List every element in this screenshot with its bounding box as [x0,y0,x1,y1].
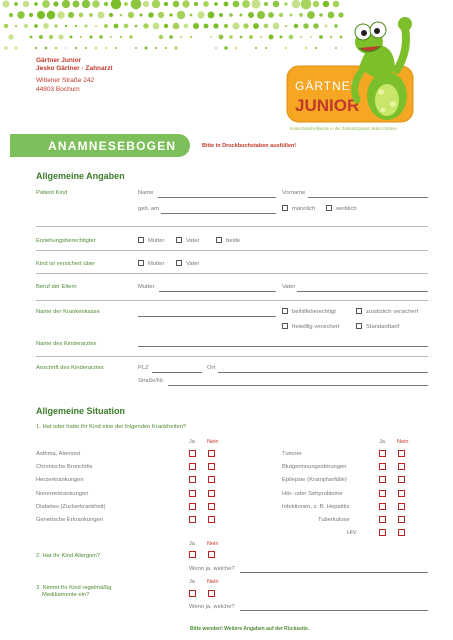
disease-label-left: Genetische Erkrankungen [36,517,104,523]
male-label: männlich [292,206,316,212]
disease-no-checkbox[interactable] [208,516,215,523]
title-banner [10,134,190,157]
disease-label-right: HIV [347,530,357,536]
decorative-dot [65,47,67,49]
footer-note: Bitte wenden! Weitere Angaben auf der Rückseite. [190,626,310,632]
decorative-dot [284,2,287,5]
job-mother-field[interactable] [159,291,276,292]
disease-no-checkbox[interactable] [208,450,215,457]
decorative-dot [82,0,90,8]
no-header-q2: Nein [207,541,219,547]
decorative-dot [115,47,117,49]
disease-yes-checkbox[interactable] [189,476,196,483]
decorative-dot [47,11,56,20]
separator [36,226,428,227]
separator [36,356,428,357]
decorative-dot [239,13,242,16]
decorative-dot [34,2,38,6]
decorative-dot [193,23,199,29]
medication-no-checkbox[interactable] [208,590,215,597]
decorative-dot [215,47,217,49]
decorative-dot [158,12,164,18]
decorative-dot [68,12,74,18]
decorative-dot [111,0,122,9]
decorative-dot [15,47,18,50]
decorative-dot [229,35,233,39]
job-mother-label: Mutter [138,284,155,290]
street-field[interactable] [168,385,428,386]
decorative-dot [42,0,50,8]
decorative-dot [4,46,7,49]
decorative-dot [58,34,63,39]
no-header-left: Nein [207,439,219,445]
decorative-dot [219,13,223,17]
decorative-dot [62,0,70,8]
decorative-dot [129,35,132,38]
decorative-dot [34,24,38,28]
decorative-dot [323,1,330,8]
question-2: 2. Hat Ihr Kind Allergien? [36,553,101,559]
yes-header-right: Ja [379,439,385,445]
disease-no-checkbox[interactable] [208,503,215,510]
decorative-dot [301,0,312,9]
disease-label-right: Infektionen, z. B. Hepatitis [282,504,350,510]
decorative-dot [99,35,103,39]
decorative-dot [152,0,160,8]
decorative-dot [203,1,209,7]
decorative-dot [80,36,82,38]
yes-header-q2: Ja [189,541,195,547]
disease-yes-checkbox[interactable] [189,490,196,497]
decorative-dot [257,11,265,19]
disease-yes-checkbox[interactable] [379,529,386,536]
decorative-dot [89,35,92,38]
medication-which-field[interactable] [240,610,428,611]
decorative-dot [235,47,238,50]
disease-no-checkbox[interactable] [398,476,405,483]
insured-via-label: Kind ist versichert über [36,261,95,267]
decorative-dot [194,2,198,6]
decorative-dot [292,0,300,8]
decorative-dot [182,0,189,7]
print-hint: Bitte in Druckbuchstaben ausfüllen! [202,143,297,149]
disease-label-right: Tumore [282,451,302,457]
allergy-yes-checkbox[interactable] [189,551,196,558]
disease-label-left: Chronische Bronchitis [36,464,93,470]
decorative-dot [224,24,228,28]
decorative-dot [3,1,10,8]
disease-yes-checkbox[interactable] [189,450,196,457]
decorative-dot [249,35,253,39]
pediatrician-name-field[interactable] [138,346,428,347]
decorative-dot [79,13,84,18]
practice-city: 44803 Bochum [36,85,80,93]
decorative-dot [155,47,157,49]
supplementary-checkbox[interactable] [356,308,362,314]
decorative-dot [45,47,48,50]
decorative-dot [104,24,108,28]
decorative-dot [53,1,58,6]
decorative-dot [264,2,268,6]
decorative-dot [173,1,180,8]
decorative-dot [164,24,168,28]
decorative-dot [248,12,254,18]
question-3-line1: 3. Nimmt Ihr Kind regelmäßig [36,585,112,591]
guardian-both-label: beide [226,238,241,244]
decorative-dot [213,23,218,28]
yes-header-left: Ja [189,439,195,445]
zip-label: PLZ [138,365,149,371]
voluntary-label: freiwillig versichert [292,324,340,330]
decorative-dot [233,1,240,8]
decorative-dot [143,1,149,7]
decorative-dot [95,25,97,27]
decorative-dot [92,0,99,7]
job-father-field[interactable] [297,291,428,292]
decorative-dot [190,36,192,38]
disease-label-right: Tuberkulose [318,517,350,523]
decorative-dot [273,1,280,8]
decorative-dot [251,0,260,9]
decorative-dot [214,2,218,6]
disease-label-right: Epilepsie (Krampfanfälle) [282,477,347,483]
city-field[interactable] [218,372,428,373]
decorative-dot [104,2,108,6]
zip-field[interactable] [152,372,202,373]
decorative-dot [184,24,189,29]
insurer-field[interactable] [138,316,276,317]
male-checkbox[interactable] [282,205,288,211]
gaertner-junior-logo [283,10,423,128]
name-label: Name [138,190,154,196]
decorative-dot [260,36,262,38]
decorative-dot [273,23,280,30]
decorative-dot [210,36,212,38]
decorative-dot [169,13,172,16]
decorative-dot [109,13,113,17]
decorative-dot [97,11,104,18]
decorative-dot [55,47,58,50]
decorative-dot [4,24,9,29]
allergy-which-field[interactable] [240,572,428,573]
yes-header-q3: Ja [189,579,195,585]
decorative-dot [131,0,142,9]
decorative-dot [69,35,72,38]
disease-yes-checkbox[interactable] [379,450,386,457]
disease-yes-checkbox[interactable] [379,503,386,510]
decorative-dot [95,47,98,50]
decorative-dot [243,23,248,28]
decorative-dot [219,35,224,40]
guardian-mother-checkbox[interactable] [138,237,144,243]
allergy-which-label: Wenn ja, welche? [189,566,235,572]
disease-no-checkbox[interactable] [398,529,405,536]
decorative-dot [180,36,182,38]
decorative-dot [15,25,17,27]
disease-no-checkbox[interactable] [398,490,405,497]
decorative-dot [240,36,243,39]
decorative-dot [208,12,215,19]
insured-mother-label: Mutter [148,261,165,267]
disease-yes-checkbox[interactable] [379,476,386,483]
disease-no-checkbox[interactable] [208,476,215,483]
disease-label-left: Nierenerkrankungen [36,491,89,497]
decorative-dot [124,2,128,6]
decorative-dot [29,13,33,17]
guardian-label: Erziehungsberechtigter [36,238,96,244]
separator [36,273,428,274]
disease-label-left: Asthma, Atemnot [36,451,81,457]
decorative-dot [9,13,13,17]
decorative-dot [174,46,177,49]
decorative-dot [159,35,163,39]
decorative-dot [17,11,24,18]
vorname-field[interactable] [308,197,428,198]
vorname-label: Vorname [282,190,306,196]
decorative-dot [169,35,173,39]
decorative-dot [135,47,137,49]
decorative-dot [14,2,18,6]
decorative-dot [43,23,49,29]
decorative-dot [37,11,45,19]
decorative-dot [173,23,180,30]
name-field[interactable] [158,197,276,198]
decorative-dot [85,25,88,28]
disease-yes-checkbox[interactable] [189,503,196,510]
disease-no-checkbox[interactable] [208,463,215,470]
guardian-father-label: Vater [186,238,200,244]
decorative-dot [110,36,112,38]
decorative-dot [39,35,43,39]
birthdate-field[interactable] [161,213,276,214]
decorative-dot [54,24,57,27]
street-label: Straße/Nr. [138,378,165,384]
medication-yes-checkbox[interactable] [189,590,196,597]
decorative-dot [204,24,209,29]
decorative-dot [229,13,233,17]
decorative-dot [190,14,193,17]
standard-tariff-checkbox[interactable] [356,323,362,329]
pediatrician-name-label: Name des Kinderarztes [36,341,97,347]
birthdate-label: geb. am [138,206,159,212]
disease-yes-checkbox[interactable] [189,516,196,523]
disease-no-checkbox[interactable] [398,450,405,457]
decorative-dot [120,14,123,17]
decorative-dot [35,47,37,49]
section-heading-general: Allgemeine Angaben [36,171,125,181]
decorative-dot [89,13,93,17]
decorative-dot [65,25,67,27]
practice-name: Gärtner Junior [36,57,82,64]
decorative-dot [265,47,267,49]
insured-mother-checkbox[interactable] [138,260,144,266]
decorative-dot [333,1,340,8]
disease-yes-checkbox[interactable] [379,490,386,497]
decorative-dot [135,25,138,28]
logo-line1: GÄRTNER [295,79,361,93]
decorative-dot [124,24,129,29]
decorative-dot [255,47,257,49]
decorative-dot [177,11,185,19]
decorative-dot [268,12,274,18]
separator [36,250,428,251]
question-3-line2: Medikamente ein? [42,592,90,598]
insured-father-label: Vater [186,261,200,267]
decorative-dot [224,46,227,49]
decorative-dot [197,11,204,18]
page-title: ANAMNESEBOGEN [48,139,177,153]
beihilfe-checkbox[interactable] [282,308,288,314]
allergy-no-checkbox[interactable] [208,551,215,558]
beihilfe-label: beihilfeberechtigt [292,309,336,315]
separator [36,300,428,301]
decorative-dot [128,12,134,18]
no-header-q3: Nein [207,579,219,585]
decorative-dot [75,25,77,27]
city-label: Ort [207,365,216,371]
insured-father-checkbox[interactable] [176,260,182,266]
practice-street: Wittener Straße 242 [36,77,95,85]
disease-no-checkbox[interactable] [398,463,405,470]
decorative-dot [30,36,33,39]
decorative-dot [313,1,320,8]
insurer-label: Name der Krankenkasse [36,309,100,315]
decorative-dot [232,22,239,29]
guardian-both-checkbox[interactable] [216,237,222,243]
disease-no-checkbox[interactable] [398,503,405,510]
guardian-father-checkbox[interactable] [176,237,182,243]
parents-job-label: Beruf der Eltern [36,284,77,290]
disease-label-left: Diabetes (Zuckerkrankheit) [36,504,106,510]
female-checkbox[interactable] [326,205,332,211]
decorative-dot [145,47,148,50]
decorative-dot [224,2,229,7]
patient-label: Patient Kind [36,190,68,196]
decorative-dot [120,36,122,38]
decorative-dot [49,35,53,39]
disease-yes-checkbox[interactable] [379,516,386,523]
disease-no-checkbox[interactable] [398,516,405,523]
question-1: 1. Hat oder hatte Ihr Kind eine der folgenden Krankheiten? [36,424,187,430]
standard-tariff-label: Standardtarif [366,324,400,330]
decorative-dot [73,1,80,8]
decorative-dot [75,47,77,49]
guardian-mother-label: Mutter [148,238,165,244]
decorative-dot [105,47,107,49]
supplementary-label: zusätzlich versichert [366,309,419,315]
section-heading-situation: Allgemeine Situation [36,406,126,416]
disease-label-right: Blutgerinnungsstörungen [282,464,347,470]
decorative-dot [139,13,142,16]
disease-yes-checkbox[interactable] [189,463,196,470]
decorative-dot [164,2,168,6]
voluntary-checkbox[interactable] [282,323,288,329]
disease-no-checkbox[interactable] [208,490,215,497]
disease-label-left: Herzerkrankungen [36,477,84,483]
logo-tagline: Kinderzahnheilkunde in der Zahnarztpraxis Jesko Gärtner [290,126,398,131]
decorative-dot [165,47,167,49]
decorative-dot [143,23,148,28]
decorative-dot [148,12,154,18]
female-label: weiblich [336,206,357,212]
no-header-right: Nein [397,439,409,445]
decorative-dot [23,1,30,8]
disease-yes-checkbox[interactable] [379,463,386,470]
decorative-dot [253,23,259,29]
practice-address [36,57,113,94]
decorative-dot [85,47,87,49]
decorative-dot [269,35,274,40]
job-father-label: Vater [282,284,296,290]
pediatrician-address-label: Anschrift des Kinderarztes [36,365,104,371]
decorative-dot [153,23,160,30]
disease-label-right: Hör- oder Sehprobleme [282,491,343,497]
logo-line2: JUNIOR [295,96,360,115]
decorative-dot [264,24,269,29]
decorative-dot [8,34,13,39]
medication-which-label: Wenn ja, welche? [189,604,235,610]
decorative-dot [57,11,64,18]
decorative-dot [242,0,250,8]
decorative-dot [24,24,28,28]
decorative-dot [114,24,119,29]
practice-doctor: Jesko Gärtner · Zahnarzt [36,65,113,73]
